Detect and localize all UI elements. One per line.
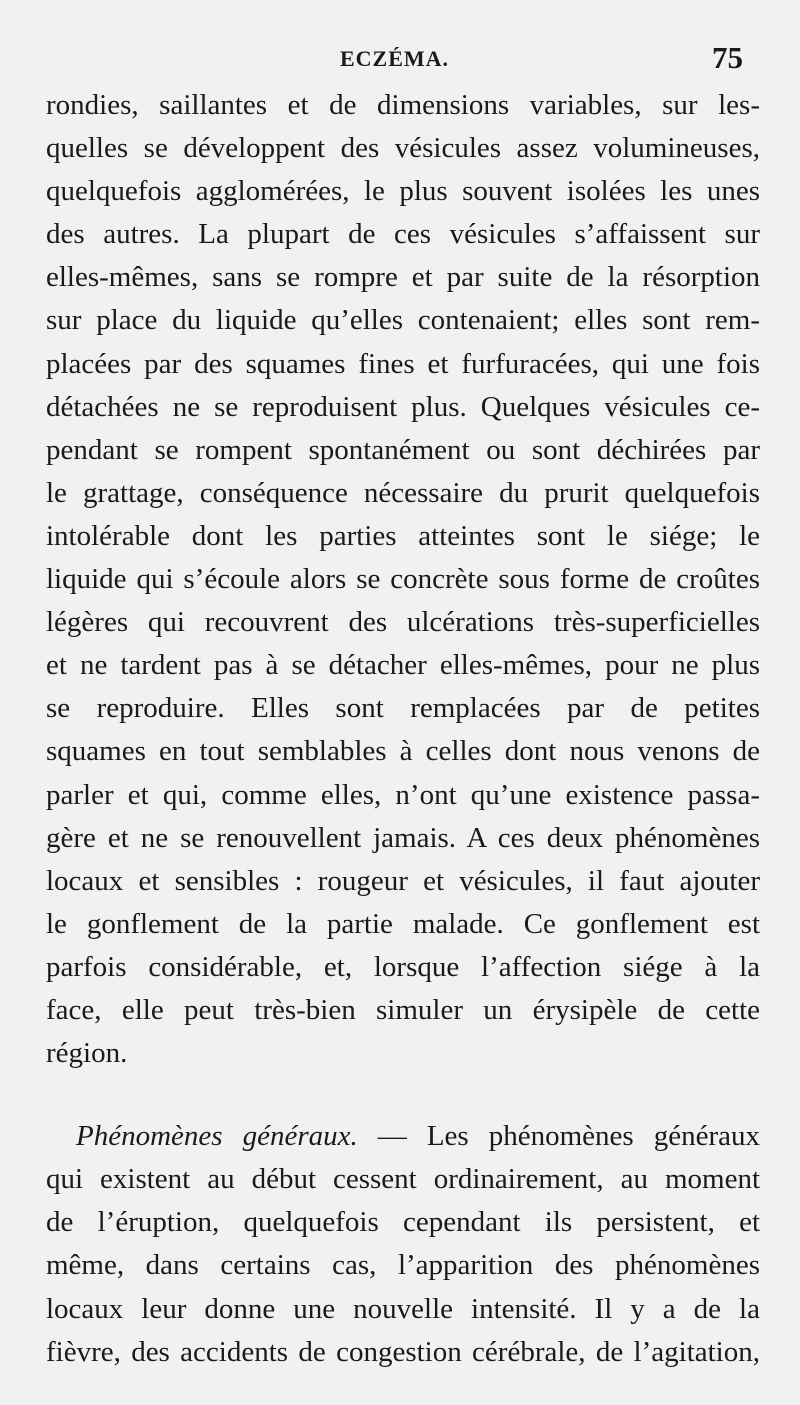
text-line: rondies, saillantes et de dimensions variables, sur les-: [46, 89, 760, 121]
text-line: même, dans certains cas, l’apparition des phénomènes: [46, 1249, 760, 1282]
text-line: fièvre, des accidents de congestion cérébrale, de l’agitation,: [46, 1335, 760, 1368]
paragraph-general-phenomena: [46, 1115, 760, 1374]
paragraph-gap: [46, 1075, 760, 1115]
text-line: le gonflement de la partie malade. Ce gonflement est: [46, 907, 760, 940]
text-line: de l’éruption, quelquefois cependant ils persistent, et: [46, 1206, 760, 1239]
text-line: liquide qui s’écoule alors se concrète sous forme de croûtes: [46, 563, 760, 596]
body-text: [46, 84, 760, 1374]
text-line: squames en tout semblables à celles dont nous venons de: [46, 735, 760, 768]
text-line: sur place du liquide qu’elles contenaient; elles sont rem-: [46, 304, 760, 337]
text-line: légères qui recouvrent des ulcérations très-superficielles: [46, 606, 760, 639]
text-line: pendant se rompent spontanément ou sont déchirées par: [46, 433, 760, 466]
text-line: région.: [46, 1037, 128, 1070]
text-line: qui existent au début cessent ordinairement, au moment: [46, 1163, 760, 1196]
text-line: le grattage, conséquence nécessaire du prurit quelquefois: [46, 476, 760, 509]
text-line: parfois considérable, et, lorsque l’affection siége à la: [46, 950, 760, 983]
text-line: parler et qui, comme elles, n’ont qu’une existence passa-: [46, 778, 760, 811]
text-line: se reproduire. Elles sont remplacées par de petites: [46, 692, 760, 725]
text-line: locaux et sensibles : rougeur et vésicules, il faut ajouter: [46, 864, 760, 897]
text-line: face, elle peut très-bien simuler un érysipèle de cette: [46, 993, 760, 1026]
text-line: des autres. La plupart de ces vésicules s’affaissent sur: [46, 218, 760, 251]
text-line: quelquefois agglomérées, le plus souvent isolées les unes: [46, 175, 760, 208]
section-heading: Phénomènes généraux.: [76, 1120, 358, 1153]
text-line: quelles se développent des vésicules assez volumineuses,: [46, 132, 760, 165]
page-number: 75: [712, 40, 743, 75]
running-head: ECZÉMA.: [340, 46, 450, 71]
text-line: [46, 1115, 760, 1158]
page-header: [0, 42, 800, 78]
paragraph-eruption-description: [46, 84, 760, 1075]
text-fragment: — Les phénomènes généraux: [357, 1120, 760, 1153]
text-line: locaux leur donne une nouvelle intensité. Il y a de la: [46, 1292, 760, 1325]
text-line: elles-mêmes, sans se rompre et par suite de la résorption: [46, 261, 760, 294]
text-line: gère et ne se renouvellent jamais. A ces deux phénomènes: [46, 821, 760, 854]
text-line: placées par des squames fines et furfuracées, qui une fois: [46, 347, 760, 380]
text-line: détachées ne se reproduisent plus. Quelques vésicules ce-: [46, 390, 760, 423]
text-line: intolérable dont les parties atteintes sont le siége; le: [46, 519, 760, 552]
text-line: et ne tardent pas à se détacher elles-mêmes, pour ne plus: [46, 649, 760, 682]
